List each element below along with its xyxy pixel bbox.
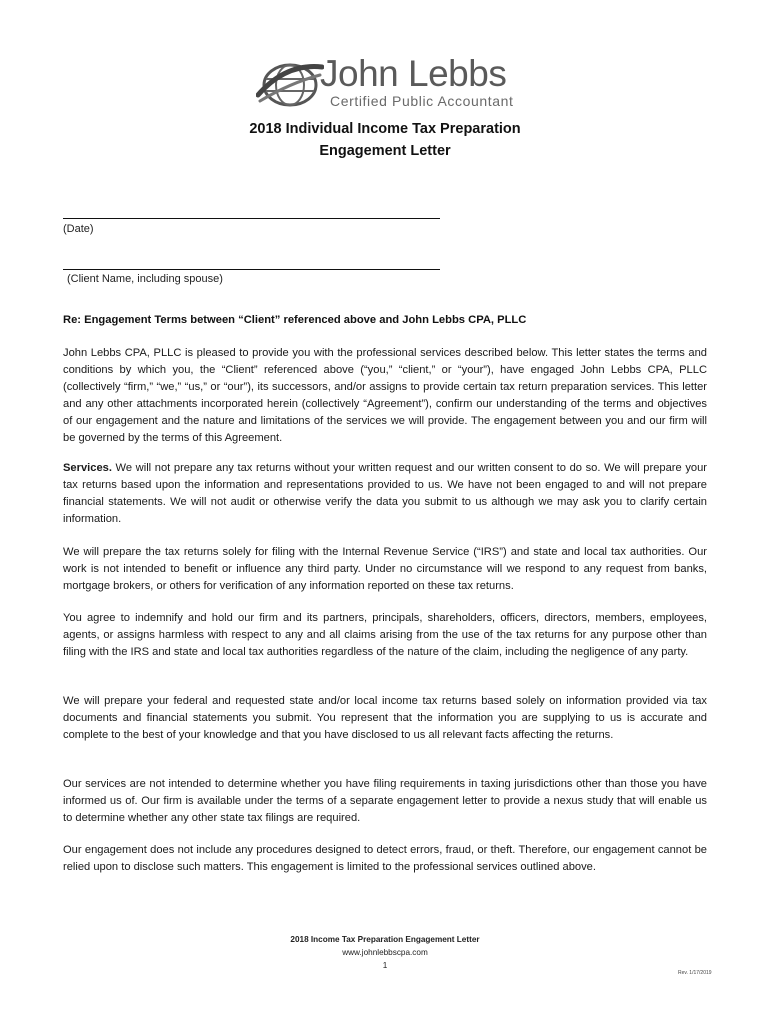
paragraph-indemnify: You agree to indemnify and hold our firm and its partners, principals, shareholders, officers, directors, members, employees, agents, or assigns harmless with respect to any and all claims arising from the use of the tax returns for any purpose other than filing with the IRS and state and local tax authorities regardless of the nature of the claim, including the negligence of any party. <box>63 612 707 658</box>
paragraph-limitations: Our engagement does not include any procedures designed to detect errors, fraud, or theft. Therefore, our engagement cannot be relied upon to disclose such matters. This engagement is limited to the professional services outlined above. <box>63 844 707 873</box>
paragraph-jurisdictions: Our services are not intended to determine whether you have filing requirements in taxing jurisdictions other than those you have informed us of. Our firm is available under the terms of a separate engagement letter to provide a nexus study that will enable us to determine whether any other state tax filings are required. <box>63 778 707 824</box>
services-heading: Services. <box>63 462 112 474</box>
revision-date: Rev. 1/17/2019 <box>678 970 712 976</box>
paragraph-services <box>63 460 707 528</box>
document-title-line2: Engagement Letter <box>319 143 451 159</box>
globe-swoosh-icon <box>256 55 324 113</box>
paragraph-intro: John Lebbs CPA, PLLC is pleased to provide you with the professional services described below. This letter states the terms and conditions by which you, the “Client” referenced above (“you,” “client,” or “your”), have engaged John Lebbs CPA, PLLC (collectively “firm,” “we,” “us,” or “our”), its successors, and/or assigns to provide certain tax return preparation services. This letter and any other attachments incorporated herein (collectively “Agreement”), confirm our understanding of the terms and objectives of our engagement and the nature and limitations of the services we will provide. The engagement between you and our firm will be governed by the terms of this Agreement. <box>63 347 707 444</box>
footer-title: 2018 Income Tax Preparation Engagement Letter <box>290 935 480 944</box>
services-text: We will not prepare any tax returns without your written request and our written consent to do so. We will prepare your tax returns based upon the information and representations provided to us. We have not been engaged to and will not prepare financial statements. We will not audit or otherwise verify the data you submit to us although we may ask you to clarify certain information. <box>63 462 707 525</box>
date-field-line[interactable] <box>63 218 440 219</box>
logo-name: John Lebbs <box>320 53 507 94</box>
company-logo <box>256 55 526 113</box>
paragraph-filing-purpose: We will prepare the tax returns solely for filing with the Internal Revenue Service (“IRS”) and state and local tax authorities. Our work is not intended to benefit or influence any third party. Under no circumstance will we respond to any request from banks, mortgage brokers, or others for verification of any information reported on these tax returns. <box>63 546 707 592</box>
logo-subtitle: Certified Public Accountant <box>330 93 514 109</box>
date-field-label: (Date) <box>63 223 94 235</box>
re-subject-line: Re: Engagement Terms between “Client” referenced above and John Lebbs CPA, PLLC <box>63 314 527 326</box>
footer-website: www.johnlebbscpa.com <box>342 948 428 957</box>
paragraph-information-basis: We will prepare your federal and requested state and/or local income tax returns based solely on information provided via tax documents and financial statements you submit. You represent that the information you are supplying to us is accurate and complete to the best of your knowledge and that you have disclosed to us all relevant facts affecting the returns. <box>63 695 707 741</box>
client-name-field-label: (Client Name, including spouse) <box>67 273 223 285</box>
client-name-field-line[interactable] <box>63 269 440 270</box>
document-title-line1: 2018 Individual Income Tax Preparation <box>249 121 521 137</box>
footer-page-number: 1 <box>382 961 388 970</box>
